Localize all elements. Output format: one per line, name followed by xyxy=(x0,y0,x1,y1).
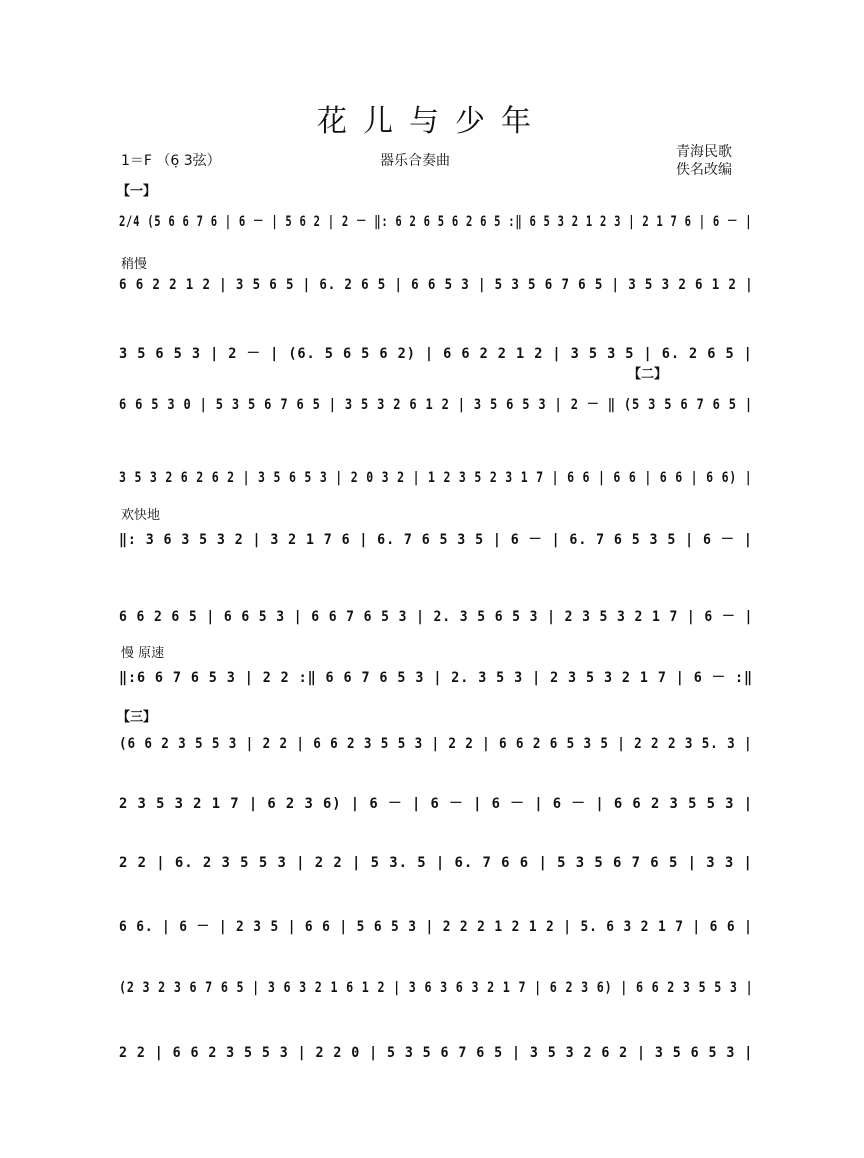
section-label: 【三】 xyxy=(117,710,157,725)
score-row xyxy=(0,706,864,770)
notation-line: 2 3 5 3 2 1 7 | 6 2 3 6) | 6 － | 6 － | 6 － | 6 － | 6 6 2 3 5 5 3 | xyxy=(119,796,753,812)
score-row xyxy=(0,1015,864,1079)
origin-credit: 青海民歌 xyxy=(676,144,732,160)
section-label: 【一】 xyxy=(117,184,157,199)
key-signature: 1＝F （6̣ 3弦） xyxy=(121,153,221,169)
tempo-annotation: 慢 原速 xyxy=(121,646,165,661)
notation-line: 6 6. | 6 － | 2 3 5 | 6 6 | 5 6 5 3 | 2 2 2 1 2 1 2 | 5. 6 3 2 1 7 | 6 6 | xyxy=(119,919,753,935)
notation-line: 6 6 2 6 5 | 6 6 5 3 | 6 6 7 6 5 3 | 2. 3 5 6 5 3 | 2 3 5 3 2 1 7 | 6 － | xyxy=(119,609,754,625)
score-title: 花儿与少年 xyxy=(317,104,547,139)
score-row xyxy=(0,498,864,562)
piece-type: 器乐合奏曲 xyxy=(380,153,450,169)
notation-line: 2/4 (5 6 6 7 6 | 6 － | 5 6 2 | 2 － ‖: 6 2 6 5 6 2 6 5 :‖ 6 5 3 2 1 2 3 | 2 1 7 6 | 6 － | xyxy=(119,214,753,230)
tempo-annotation: 欢快地 xyxy=(121,508,161,523)
score-row xyxy=(0,575,864,639)
notation-line: 3 5 3 2 6 2 6 2 | 3 5 6 5 3 | 2 0 3 2 | 1 2 3 5 2 3 1 7 | 6 6 | 6 6 | 6 6 | 6 6) | xyxy=(119,470,753,486)
score-row xyxy=(0,440,864,504)
score-row xyxy=(0,247,864,311)
score-row xyxy=(0,180,864,244)
notation-line: (6 6 2 3 5 5 3 | 2 2 | 6 6 2 3 5 5 3 | 2 2 | 6 6 2 6 5 3 5 | 2 2 2 3 5. 3 | xyxy=(119,736,753,752)
notation-line: 2 2 | 6. 2 3 5 5 3 | 2 2 | 5 3. 5 | 6. 7 6 6 | 5 3 5 6 7 6 5 | 3 3 | xyxy=(119,855,753,871)
score-row xyxy=(0,885,864,949)
arranger-credit: 佚名改编 xyxy=(676,162,732,178)
notation-line: 3 5 6 5 3 | 2 － | (6. 5 6 5 6 2) | 6 6 2 2 1 2 | 3 5 3 5 | 6. 2 6 5 | xyxy=(119,346,753,362)
notation-line: 6 6 2 2 1 2 | 3 5 6 5 | 6. 2 6 5 | 6 6 5 3 | 5 3 5 6 7 6 5 | 3 5 3 2 6 1 2 | xyxy=(119,277,754,293)
notation-line: (2 3 2 3 6 7 6 5 | 3 6 3 2 1 6 1 2 | 3 6 3 6 3 2 1 7 | 6 2 3 6) | 6 6 2 3 5 5 3 | xyxy=(119,980,754,996)
section-label: 【二】 xyxy=(628,367,668,382)
notation-line: 6 6 5 3 0 | 5 3 5 6 7 6 5 | 3 5 3 2 6 1 2 | 3 5 6 5 3 | 2 － ‖ (5 3 5 6 7 6 5 | xyxy=(119,397,753,413)
score-row xyxy=(0,762,864,826)
score-row xyxy=(0,950,864,1014)
notation-line: 2 2 | 6 6 2 3 5 5 3 | 2 2 0 | 5 3 5 6 7 6 5 | 3 5 3 2 6 2 | 3 5 6 5 3 | xyxy=(119,1045,754,1061)
notation-line: ‖: 3 6 3 5 3 2 | 3 2 1 7 6 | 6. 7 6 5 3 5 | 6 － | 6. 7 6 5 3 5 | 6 － | xyxy=(119,532,753,548)
score-row xyxy=(0,363,864,427)
tempo-annotation: 稍慢 xyxy=(121,257,148,272)
score-row xyxy=(0,825,864,889)
notation-line: ‖:6 6 7 6 5 3 | 2 2 :‖ 6 6 7 6 5 3 | 2. 3 5 3 | 2 3 5 3 2 1 7 | 6 － :‖ xyxy=(119,670,753,686)
score-row xyxy=(0,636,864,700)
